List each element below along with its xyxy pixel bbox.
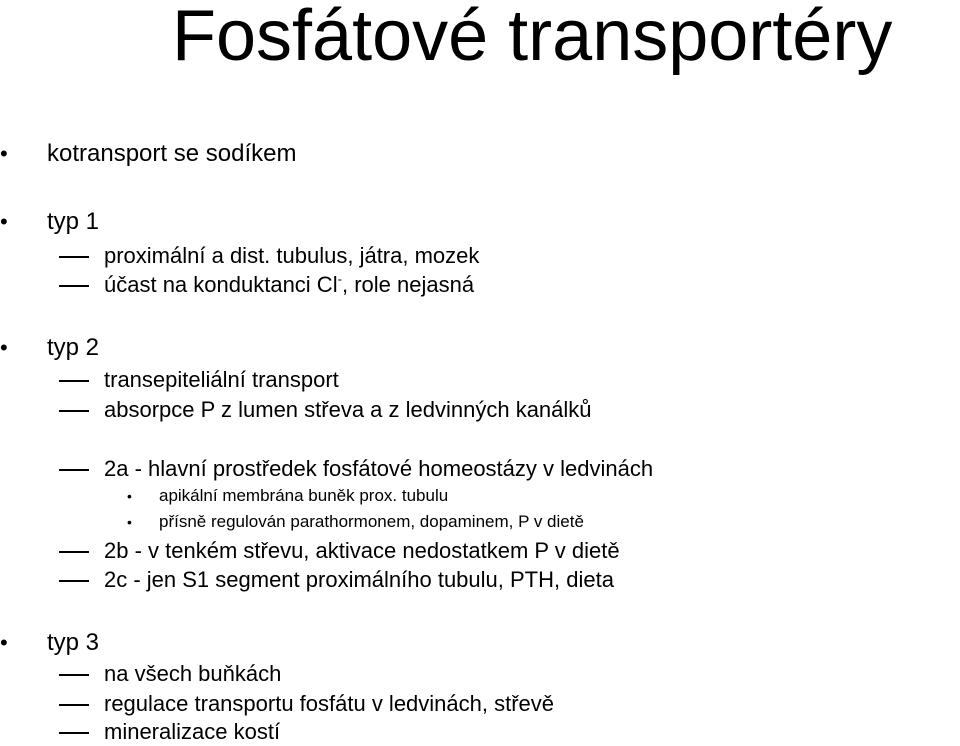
dash-icon — [59, 551, 89, 553]
bullet-text: kotransport se sodíkem — [47, 140, 297, 167]
sub-item-text: na všech buňkách — [104, 661, 282, 686]
dash-icon — [59, 674, 89, 676]
sub-item-text — [104, 271, 474, 299]
dash-icon — [59, 580, 89, 582]
dash-icon — [59, 285, 89, 287]
page-title: Fosfátové transportéry — [172, 0, 893, 76]
sub-item-text: regulace transportu fosfátu v ledvinách, střevě — [104, 691, 555, 716]
sub-item-text: 2b - v tenkém střevu, aktivace nedostatkem P v dietě — [104, 538, 620, 563]
dash-icon — [59, 732, 89, 734]
dash-icon — [59, 410, 89, 412]
bullet-text: typ 3 — [47, 629, 100, 656]
sub-item-text: 2c - jen S1 segment proximálního tubulu, PTH, dieta — [104, 567, 614, 592]
sub-item-text: absorpce P z lumen střeva a z ledvinných kanálků — [104, 397, 592, 422]
dash-icon — [59, 256, 89, 258]
bullet-icon: • — [0, 141, 8, 166]
sub-item-text: 2a - hlavní prostředek fosfátové homeostázy v ledvinách — [104, 456, 654, 481]
sub-item-text: proximální a dist. tubulus, játra, mozek — [104, 243, 480, 268]
sub-item-text: mineralizace kostí — [104, 719, 281, 744]
dash-icon — [59, 469, 89, 471]
superscript: - — [337, 271, 342, 287]
bullet-icon: • — [0, 335, 8, 360]
bullet-icon: • — [127, 488, 132, 504]
bullet-icon: • — [0, 630, 8, 655]
sub-item-text: transepiteliální transport — [104, 367, 339, 392]
bullet-text: typ 1 — [47, 208, 100, 235]
bullet-text: typ 2 — [47, 334, 100, 361]
bullet-icon: • — [0, 209, 8, 234]
text-part: , role nejasná — [341, 272, 475, 297]
sub-sub-item-text: apikální membrána buněk prox. tubulu — [159, 486, 449, 505]
sub-sub-item-text: přísně regulován parathormonem, dopaminem, P v dietě — [159, 512, 584, 531]
dash-icon — [59, 704, 89, 706]
dash-icon — [59, 380, 89, 382]
text-part: účast na konduktanci Cl — [104, 272, 338, 297]
bullet-icon: • — [127, 514, 132, 530]
